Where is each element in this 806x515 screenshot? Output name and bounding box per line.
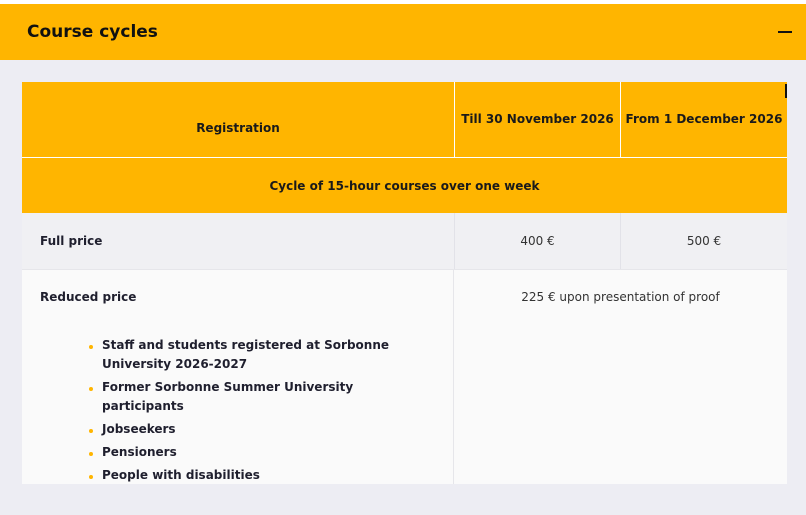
table-header-row <box>22 82 787 157</box>
list-item <box>102 466 420 485</box>
list-item-text: People with disabilities <box>102 468 260 482</box>
reduced-price-cell <box>22 270 454 484</box>
reduced-price-note: 225 € upon presentation of proof <box>521 290 720 304</box>
pricing-table <box>22 82 787 484</box>
header-registration: Registration <box>196 121 280 135</box>
accordion-body <box>0 60 806 515</box>
bullet-icon <box>89 475 93 479</box>
bullet-icon <box>89 387 93 391</box>
minus-icon[interactable] <box>778 31 792 33</box>
bullet-icon <box>89 345 93 349</box>
full-price-label: Full price <box>40 234 103 248</box>
full-price-from: 500 € <box>620 213 787 269</box>
list-item-text: Staff and students registered at Sorbonne University 2026-2027 <box>102 338 390 371</box>
list-item <box>102 443 420 462</box>
table-row-full-price <box>22 213 787 269</box>
reduced-price-label: Reduced price <box>40 290 137 304</box>
list-item-text: Pensioners <box>102 445 177 459</box>
panel-title: Course cycles <box>27 22 158 42</box>
table-row-reduced-price <box>22 269 787 484</box>
full-price-till: 400 € <box>454 213 620 269</box>
bullet-icon <box>89 452 93 456</box>
header-till-30-november: Till 30 November 2026 <box>454 82 620 157</box>
list-item <box>102 336 420 374</box>
eligibility-list <box>40 336 420 489</box>
list-item <box>102 420 420 439</box>
list-item <box>102 378 420 416</box>
header-from-1-december: From 1 December 2026 <box>620 82 787 157</box>
scroll-marker <box>785 84 787 98</box>
accordion-header[interactable] <box>0 4 806 60</box>
list-item-text: Former Sorbonne Summer University participants <box>102 380 354 413</box>
cycle-label: Cycle of 15-hour courses over one week <box>22 157 787 213</box>
bullet-icon <box>89 429 93 433</box>
list-item-text: Jobseekers <box>102 422 176 436</box>
